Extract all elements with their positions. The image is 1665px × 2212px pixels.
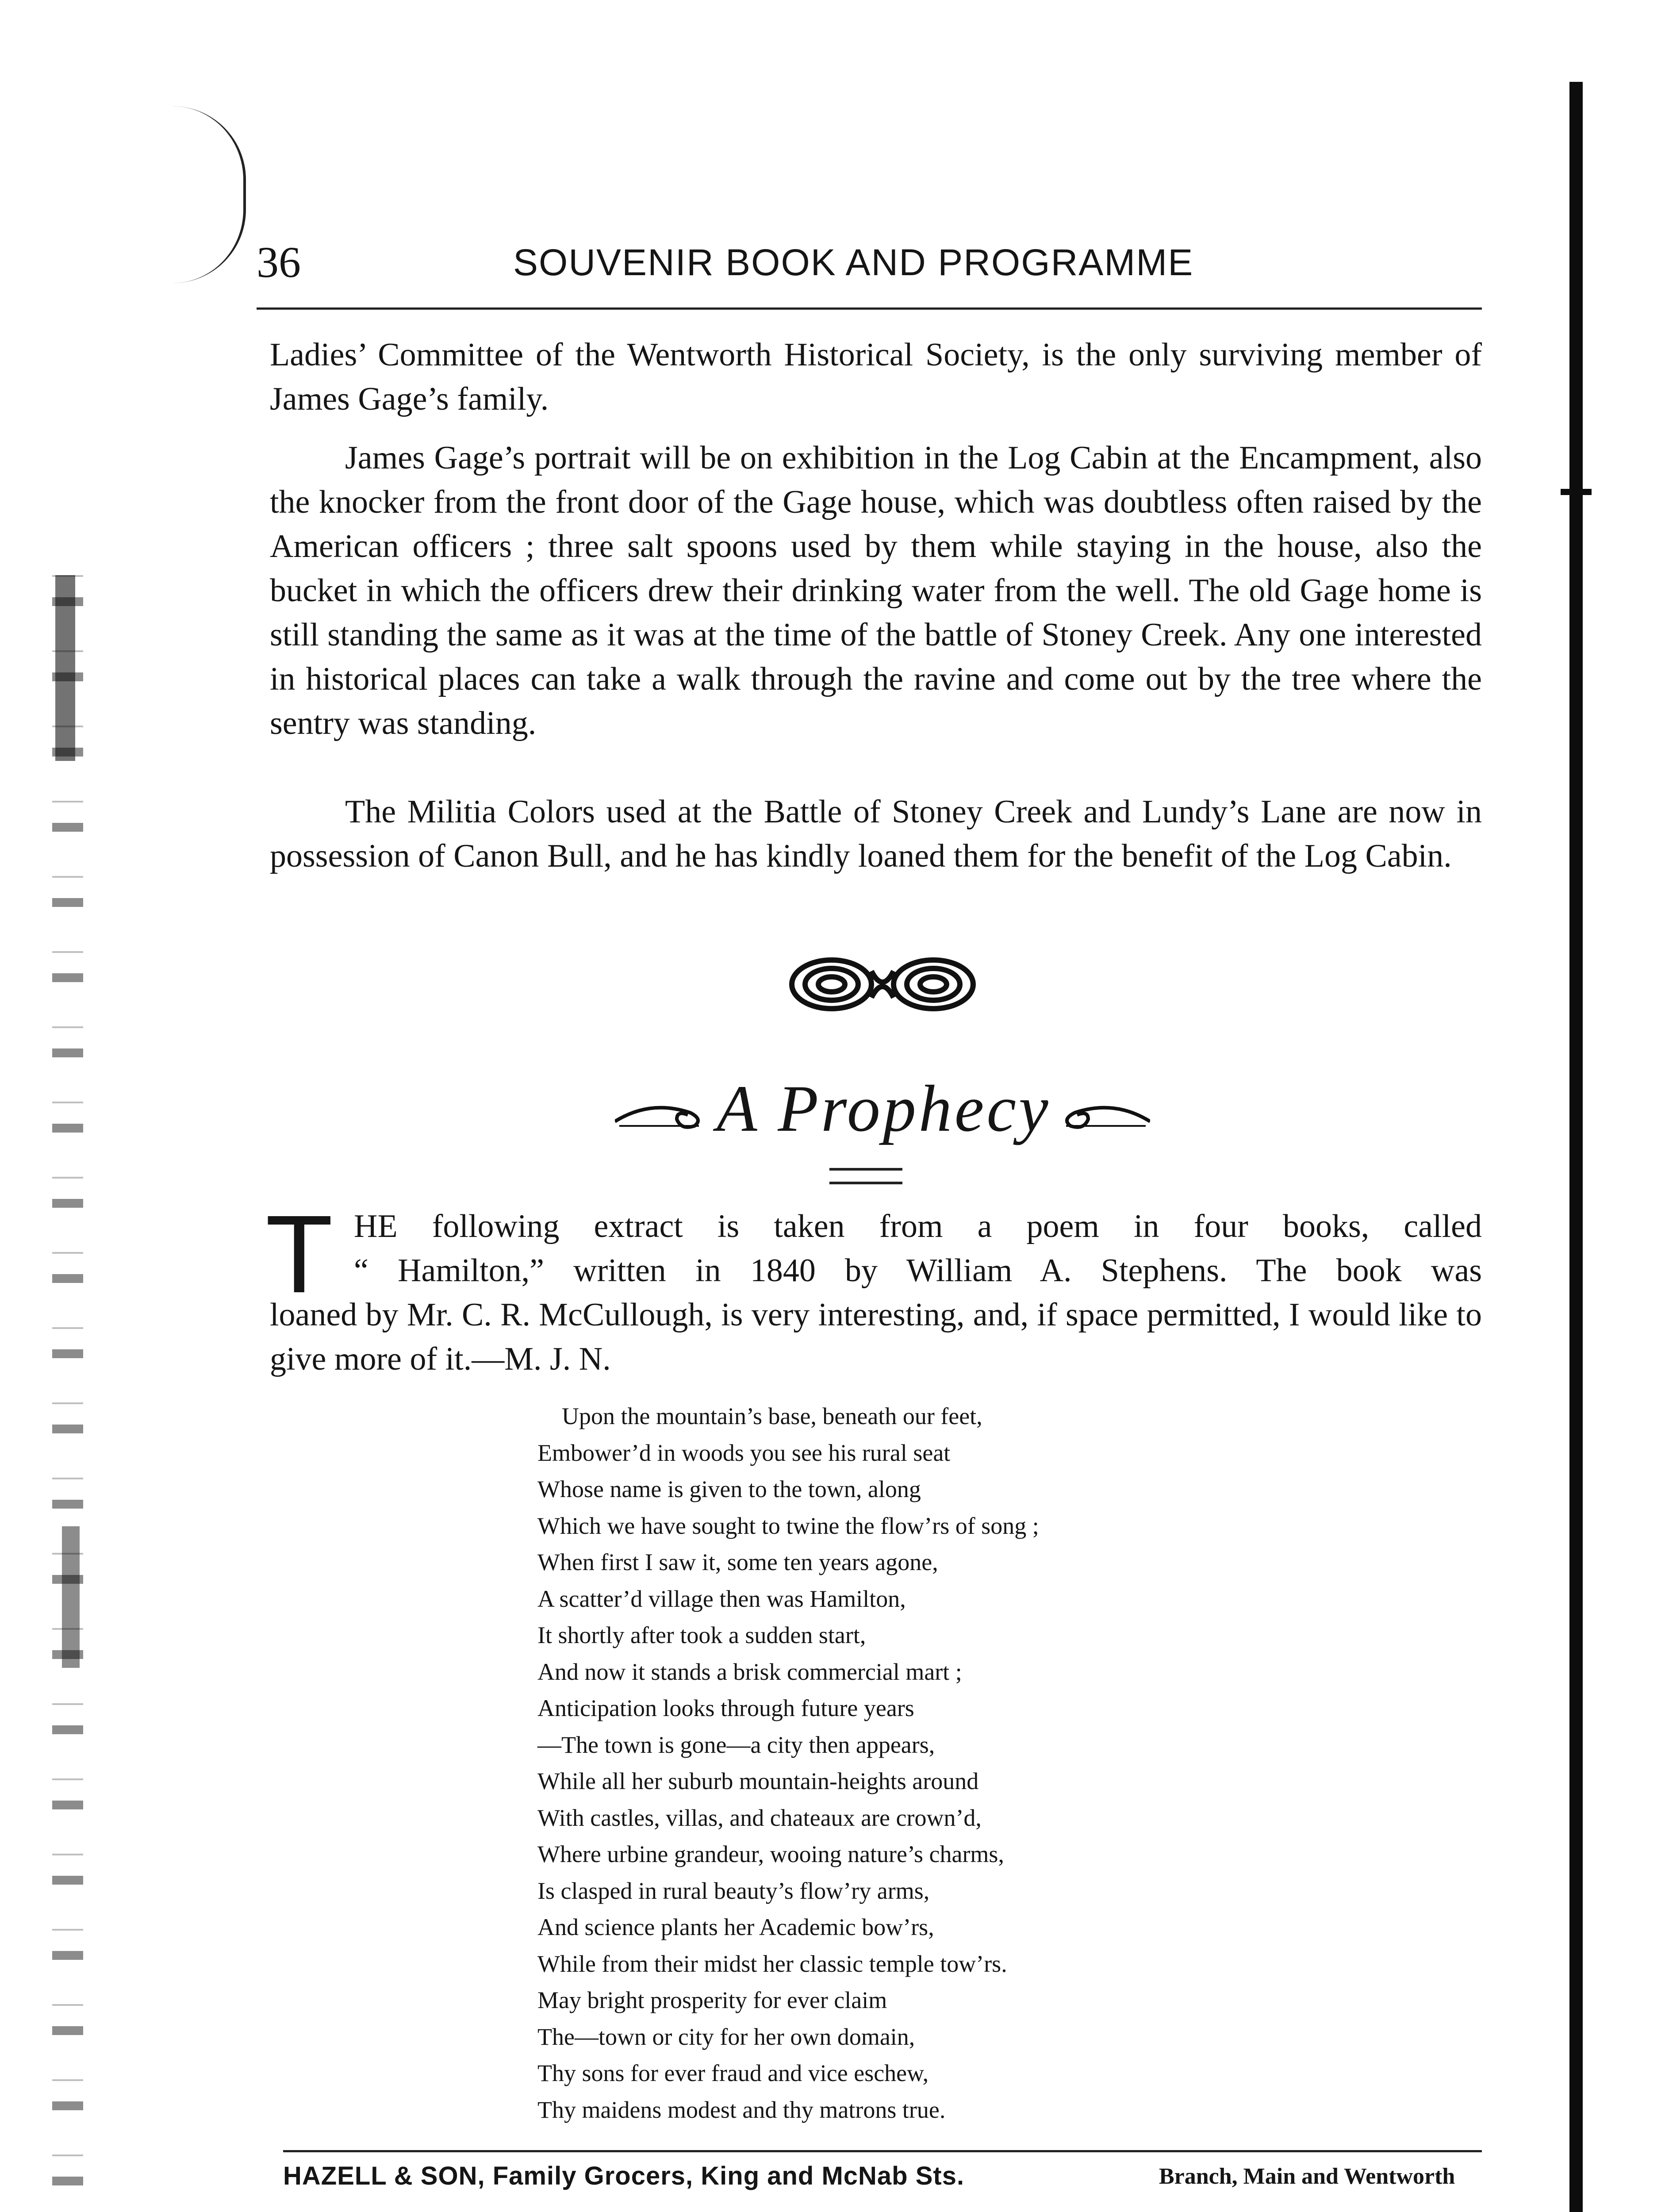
footer-branch: Branch, Main and Wentworth: [1159, 2164, 1455, 2189]
header-rule: [257, 307, 1482, 310]
poem-line: Whose name is given to the town, along: [537, 1476, 921, 1502]
poem-line: Which we have sought to twine the flow’rs of song ;: [537, 1512, 1039, 1539]
scan-binding-noise: [52, 557, 83, 2194]
footer-rule: [283, 2150, 1482, 2152]
running-head: SOUVENIR BOOK AND PROGRAMME: [513, 242, 1194, 283]
poem-line: When first I saw it, some ten years agone,: [537, 1549, 938, 1575]
intro-paragraph: loaned by Mr. C. R. McCullough, is very interesting, and, if space permitted, I would like to give more of it.—M. J. N.: [270, 1297, 1482, 1377]
poem-line: Upon the mountain’s base, beneath our feet,: [562, 1403, 982, 1429]
poem-line: Where urbine grandeur, wooing nature’s charms,: [537, 1841, 1004, 1867]
poem: [537, 1398, 1039, 2128]
drop-cap: T: [265, 1192, 333, 1316]
intro-line: HE following extract is taken from a poem in four books, called: [354, 1208, 1482, 1244]
poem-line: The—town or city for her own domain,: [537, 2023, 915, 2050]
poem-line: And now it stands a brisk commercial mart ;: [537, 1658, 962, 1685]
paragraph-continuation: Ladies’ Committee of the Wentworth Historical Society, is the only surviving member of James Gage’s family.: [270, 337, 1482, 417]
poem-line: While all her suburb mountain-heights around: [537, 1768, 979, 1794]
poem-line: Anticipation looks through future years: [537, 1695, 914, 1721]
poem-line: A scatter’d village then was Hamilton,: [537, 1585, 906, 1612]
intro-line: “ Hamilton,” written in 1840 by William A. Stephens. The book was: [354, 1252, 1482, 1289]
poem-line: With castles, villas, and chateaux are crown’d,: [537, 1804, 982, 1831]
title-double-rule: [829, 1168, 902, 1184]
poem-line: It shortly after took a sudden start,: [537, 1622, 866, 1648]
poem-line: And science plants her Academic bow’rs,: [537, 1914, 934, 1940]
poem-line: Is clasped in rural beauty’s flow’ry arms,: [537, 1877, 930, 1904]
poem-line: Thy maidens modest and thy matrons true.: [537, 2096, 946, 2123]
paragraph-gage-portrait: James Gage’s portrait will be on exhibition in the Log Cabin at the Encampment, also the knocker from the front door of the Gage house, which was doubtless often raised by the American officers ; three salt spoons used by them while staying in the house, also the bucket in which the officers drew their drinking water from the well. The old Gage home is still standing the same as it was at the time of the battle of Stoney Creek. Any one interested in historical places can take a walk through the ravine and come out by the tree where the sentry was standing.: [270, 440, 1482, 741]
swash-right-ornament: [1062, 1095, 1150, 1130]
paragraph-militia-colors: The Militia Colors used at the Battle of Stoney Creek and Lundy’s Lane are now in possession of Canon Bull, and he has kindly loaned them for the benefit of the Log Cabin.: [270, 794, 1482, 874]
poem-line: While from their midst her classic temple tow’rs.: [537, 1950, 1007, 1977]
scan-edge-tick: [1561, 489, 1592, 495]
scan-binding-blot: [55, 575, 75, 761]
scan-binding-blot: [62, 1526, 80, 1668]
poem-line: Thy sons for ever fraud and vice eschew,: [537, 2060, 929, 2086]
poem-line: Embower’d in woods you see his rural seat: [537, 1439, 951, 1466]
page-number: 36: [257, 238, 301, 287]
scan-edge-bar: [1569, 82, 1583, 2212]
margin-mark: [173, 106, 246, 283]
section-title: A Prophecy: [717, 1072, 1051, 1145]
poem-line: May bright prosperity for ever claim: [537, 1987, 887, 2013]
swash-left-ornament: [615, 1095, 703, 1130]
spiral-ornament: [785, 953, 980, 1015]
poem-line: —The town is gone—a city then appears,: [537, 1731, 935, 1758]
footer-advertisement: HAZELL & SON, Family Grocers, King and McNab Sts.: [283, 2162, 965, 2190]
